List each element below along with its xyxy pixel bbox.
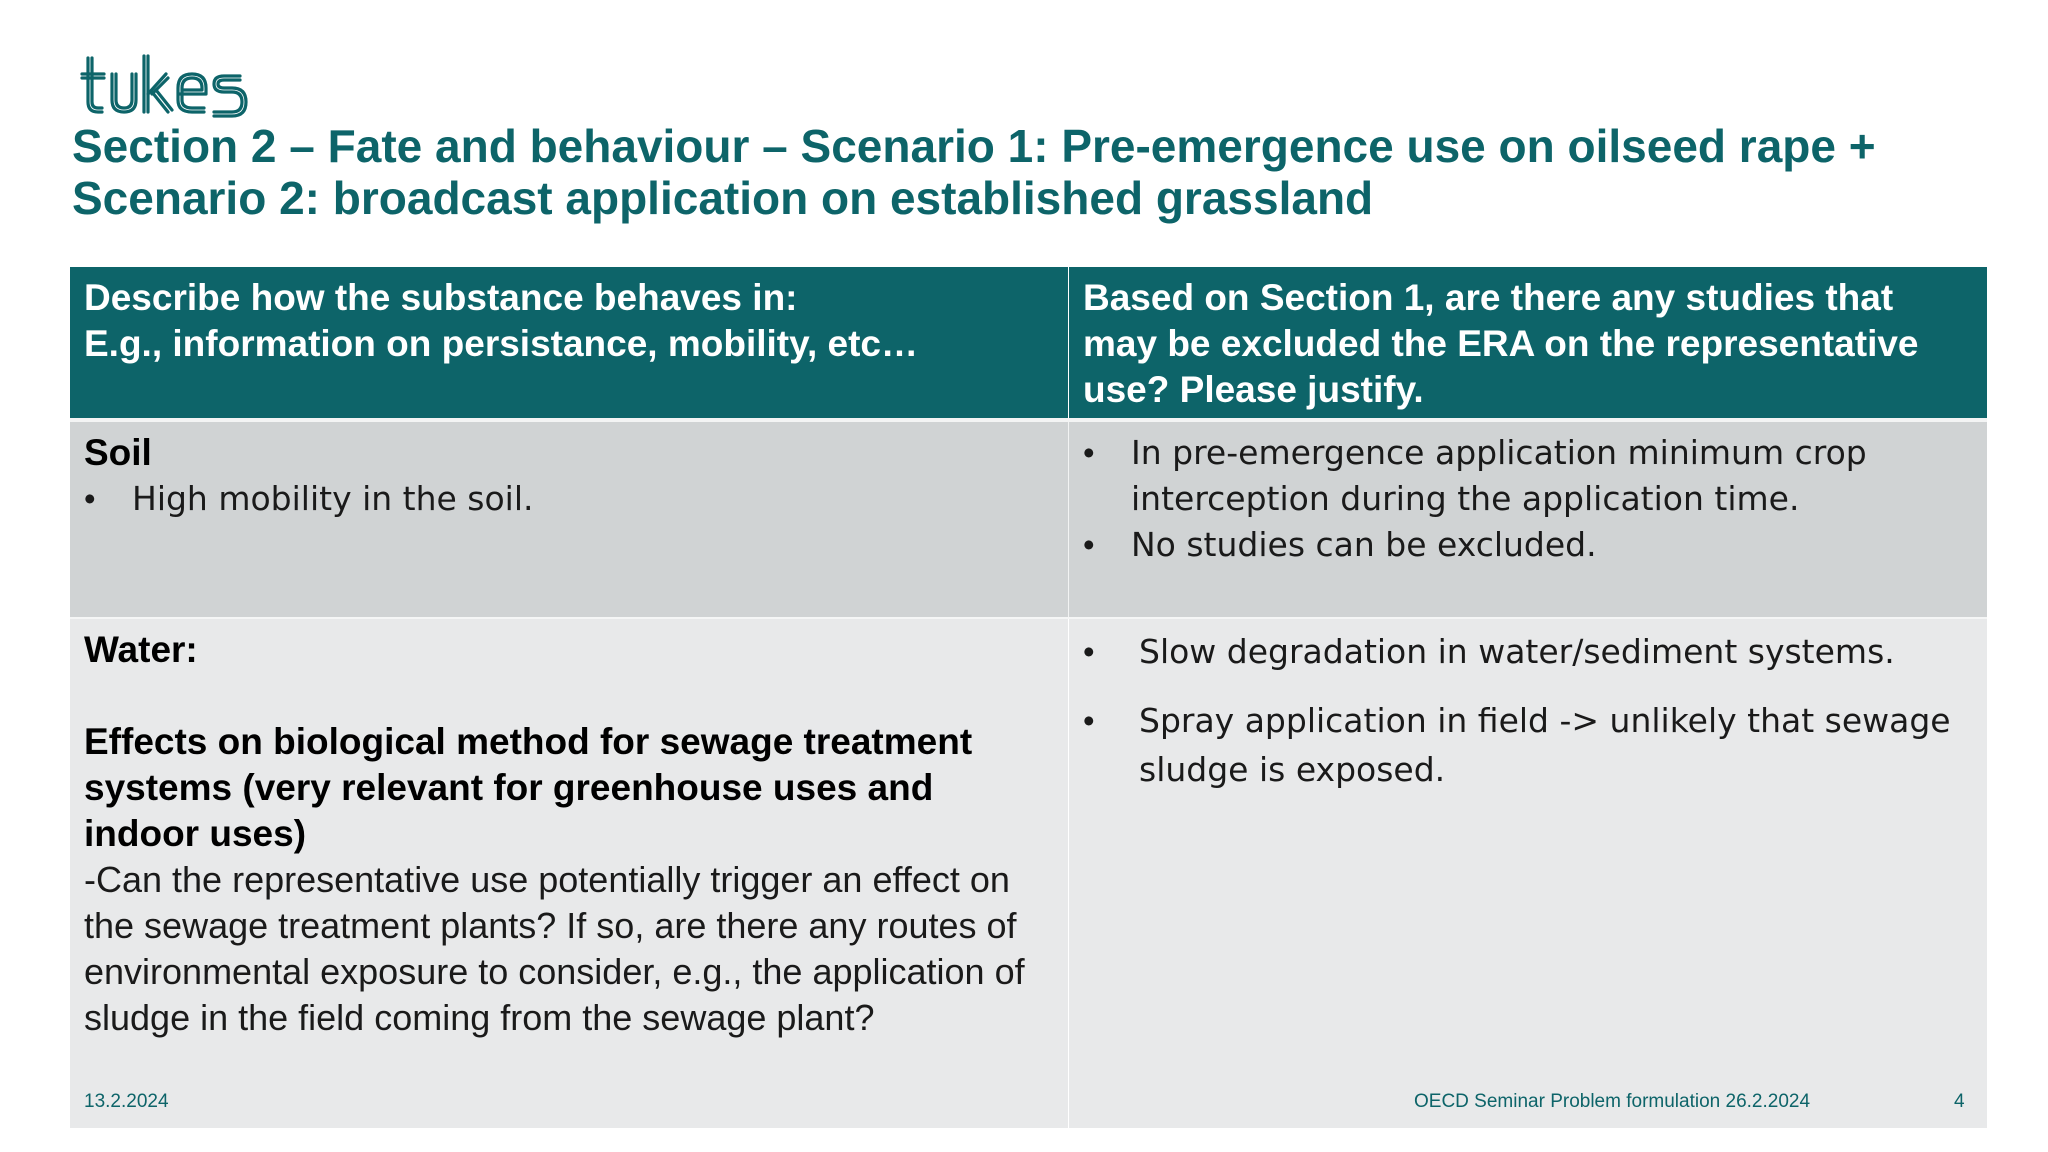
soil-left-cell <box>70 422 1068 617</box>
water-right-list <box>1083 627 1973 794</box>
water-right-cell <box>1069 619 1987 1128</box>
effects-heading: Effects on biological method for sewage treatment systems (very relevant for greenhouse uses and indoor uses) <box>84 721 973 854</box>
list-item: • Slow degradation in water/sediment systems. <box>1083 627 1973 676</box>
footer-event: OECD Seminar Problem formulation 26.2.2024 <box>1414 1091 1811 1112</box>
header-right-text: Based on Section 1, are there any studies that may be excluded the ERA on the representative use? Please justify. <box>1083 277 1919 410</box>
footer-date: 13.2.2024 <box>84 1091 169 1112</box>
soil-right-list <box>1083 430 1973 568</box>
header-left-cell <box>70 267 1068 418</box>
slide-title <box>72 120 1992 224</box>
behaviour-table <box>70 267 1987 1128</box>
list-item: • Spray application in field -> unlikely that sewage sludge is exposed. <box>1083 696 1973 794</box>
tukes-logo <box>80 52 250 118</box>
title-line-2: Scenario 2: broadcast application on established grassland <box>72 172 1374 224</box>
header-right-cell <box>1069 267 1987 418</box>
soil-right-cell <box>1069 422 1987 617</box>
list-item: • In pre-emergence application minimum crop interception during the application time. <box>1083 430 1973 522</box>
water-heading: Water: <box>84 629 198 670</box>
page-number: 4 <box>1954 1091 1965 1112</box>
list-item: • High mobility in the soil. <box>84 476 1054 522</box>
spacer <box>84 673 1054 719</box>
soil-left-list <box>84 476 1054 522</box>
list-item: • No studies can be excluded. <box>1083 522 1973 568</box>
header-left-line-2: E.g., information on persistance, mobility, etc… <box>84 323 918 364</box>
sewage-question: -Can the representative use potentially trigger an effect on the sewage treatment plants? If so, are there any routes of environmental exposure to consider, e.g., the application of sludge in the field coming from the sewage plant? <box>84 859 1025 1038</box>
water-left-cell <box>70 619 1068 1128</box>
soil-heading: Soil <box>84 432 152 473</box>
header-left-line-1: Describe how the substance behaves in: <box>84 277 798 318</box>
title-line-1: Section 2 – Fate and behaviour – Scenario 1: Pre-emergence use on oilseed rape + <box>72 120 1876 172</box>
